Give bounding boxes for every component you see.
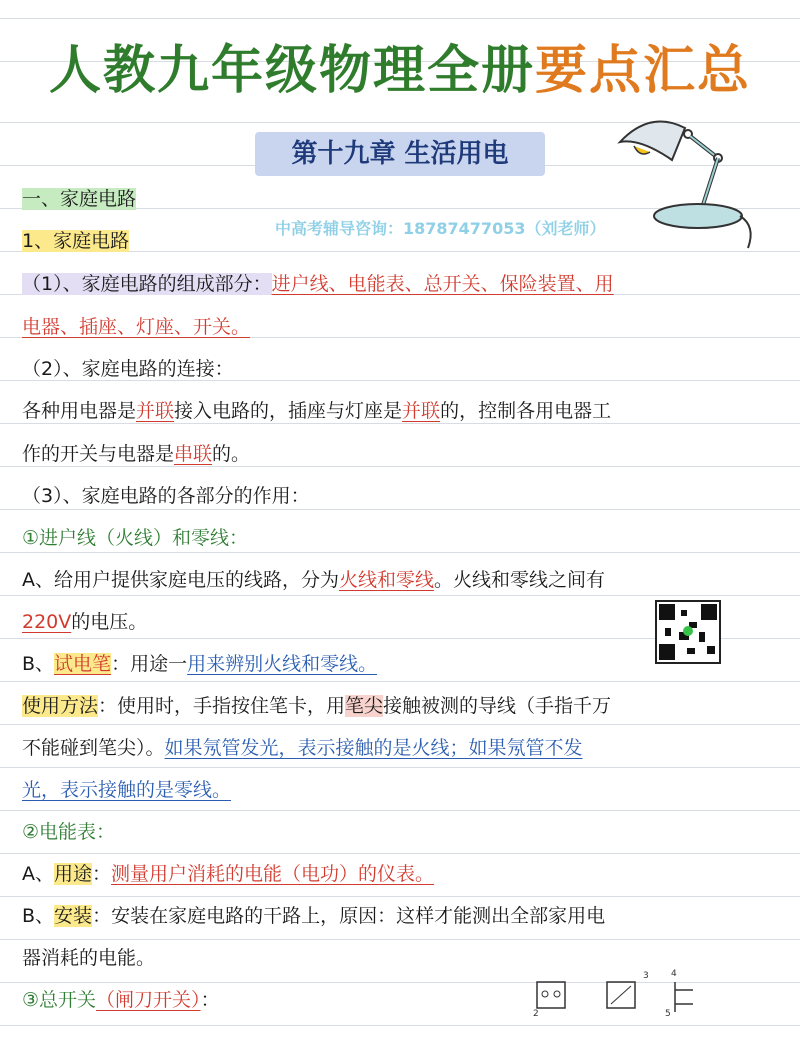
qr-code: [655, 600, 721, 664]
p2-line1: [22, 390, 611, 432]
p3-b-hl: 试电笔: [54, 653, 112, 675]
p3-c-line1: [22, 853, 434, 895]
diagram-label-5: 5: [665, 1009, 671, 1019]
p3-c2-text: ：安装在家庭电路的干路上，原因：这样才能测出全部家用电: [92, 905, 606, 927]
p2-line2: [22, 433, 250, 475]
main-title: [0, 28, 800, 103]
section-heading: [22, 178, 136, 220]
p2-t1: 各种用电器是: [22, 400, 137, 422]
p3-item3-b: （闸刀开关）: [96, 989, 201, 1011]
diagram-label-2: 2: [533, 1009, 539, 1019]
title-part2: 要点汇总: [535, 40, 752, 101]
p3-c2-prefix: B、: [22, 905, 55, 927]
diagram-label-4: 4: [671, 969, 677, 979]
p2-r2: 并联: [402, 400, 441, 422]
p2-t2: 接入电路的，插座与灯座是: [174, 400, 403, 422]
p3-use-label: 使用方法: [22, 695, 99, 717]
p2-t3: 的，控制各用电器工: [440, 400, 612, 422]
p1-line1: [22, 263, 614, 305]
p2-r1: 并联: [136, 400, 175, 422]
p3-a2r: 220V: [22, 611, 72, 633]
p2-r3: 串联: [174, 443, 213, 465]
p3-c1-red: 测量用户消耗的电能（电功）的仪表。: [111, 863, 435, 885]
p3-use-line3: [22, 769, 231, 811]
p1-label: （1）、家庭电路的组成部分：: [22, 273, 272, 295]
p3-c-line3: 器消耗的电能。: [22, 947, 156, 969]
subsection-heading: [22, 220, 129, 262]
p3-a1r: 火线和零线: [339, 569, 435, 591]
consult-contact: 中高考辅导咨询：18787477053（刘老师）: [275, 219, 606, 238]
p3-a1b: 。火线和零线之间有: [434, 569, 606, 591]
title-part1: 人教九年级物理全册: [48, 40, 535, 101]
chapter-title: 第十九章 生活用电: [255, 132, 545, 176]
p3-item2: ②电能表：: [22, 821, 116, 843]
p3-b-mid: ：用途一: [111, 653, 188, 675]
p3-c1-colon: ：: [92, 863, 112, 885]
p3-item3-c: ：: [200, 989, 220, 1011]
p2-label: （2）、家庭电路的连接：: [22, 358, 234, 380]
p3-label: （3）、家庭电路的各部分的作用：: [22, 485, 310, 507]
diagram-label-3: 3: [643, 971, 649, 981]
desk-lamp-icon: [610, 108, 760, 258]
p3-use-hl: 笔尖: [345, 695, 384, 717]
p3-c2-label: 安装: [54, 905, 93, 927]
sub1: 1、家庭电路: [22, 230, 130, 252]
p3-use2: 接触被测的导线（手指千万: [383, 695, 612, 717]
p3-item3: [22, 979, 220, 1021]
p3-a1: A、给用户提供家庭电压的线路，分为: [22, 569, 339, 591]
p1-line2: [22, 306, 250, 348]
p3-use-line1: [22, 685, 611, 727]
p3-use4b: 光，表示接触的是零线。: [22, 779, 232, 801]
p3-b-blue: 用来辨别火线和零线。: [187, 653, 378, 675]
p3-use1: ：使用时，手指按住笔卡，用: [98, 695, 346, 717]
p3-c1-label: 用途: [54, 863, 93, 885]
p3-b-line: [22, 643, 377, 685]
p3-a-line2: [22, 601, 147, 643]
p3-c1-prefix: A、: [22, 863, 54, 885]
p1-value-a: 进户线、电能表、总开关、保险装置、用: [271, 273, 614, 295]
p3-a2: 的电压。: [71, 611, 148, 633]
p3-use3: 不能碰到笔尖）。: [22, 737, 165, 759]
p3-item3-a: ③总开关: [22, 989, 97, 1011]
p3-b-prefix: B、: [22, 653, 55, 675]
p3-c-line2: [22, 895, 605, 937]
p3-a-line1: [22, 559, 605, 601]
section1: 一、家庭电路: [22, 188, 137, 210]
p3-use3b: 如果氖管发光，表示接触的是火线；如果氖管不发: [164, 737, 583, 759]
switch-diagram-icon: [515, 968, 715, 1028]
p2-t4: 作的开关与电器是: [22, 443, 175, 465]
p2-t5: 的。: [212, 443, 251, 465]
p3-use-line2: [22, 727, 583, 769]
p3-item1: ①进户线（火线）和零线：: [22, 527, 249, 549]
p1-value-b: 电器、插座、灯座、开关。: [22, 316, 251, 338]
